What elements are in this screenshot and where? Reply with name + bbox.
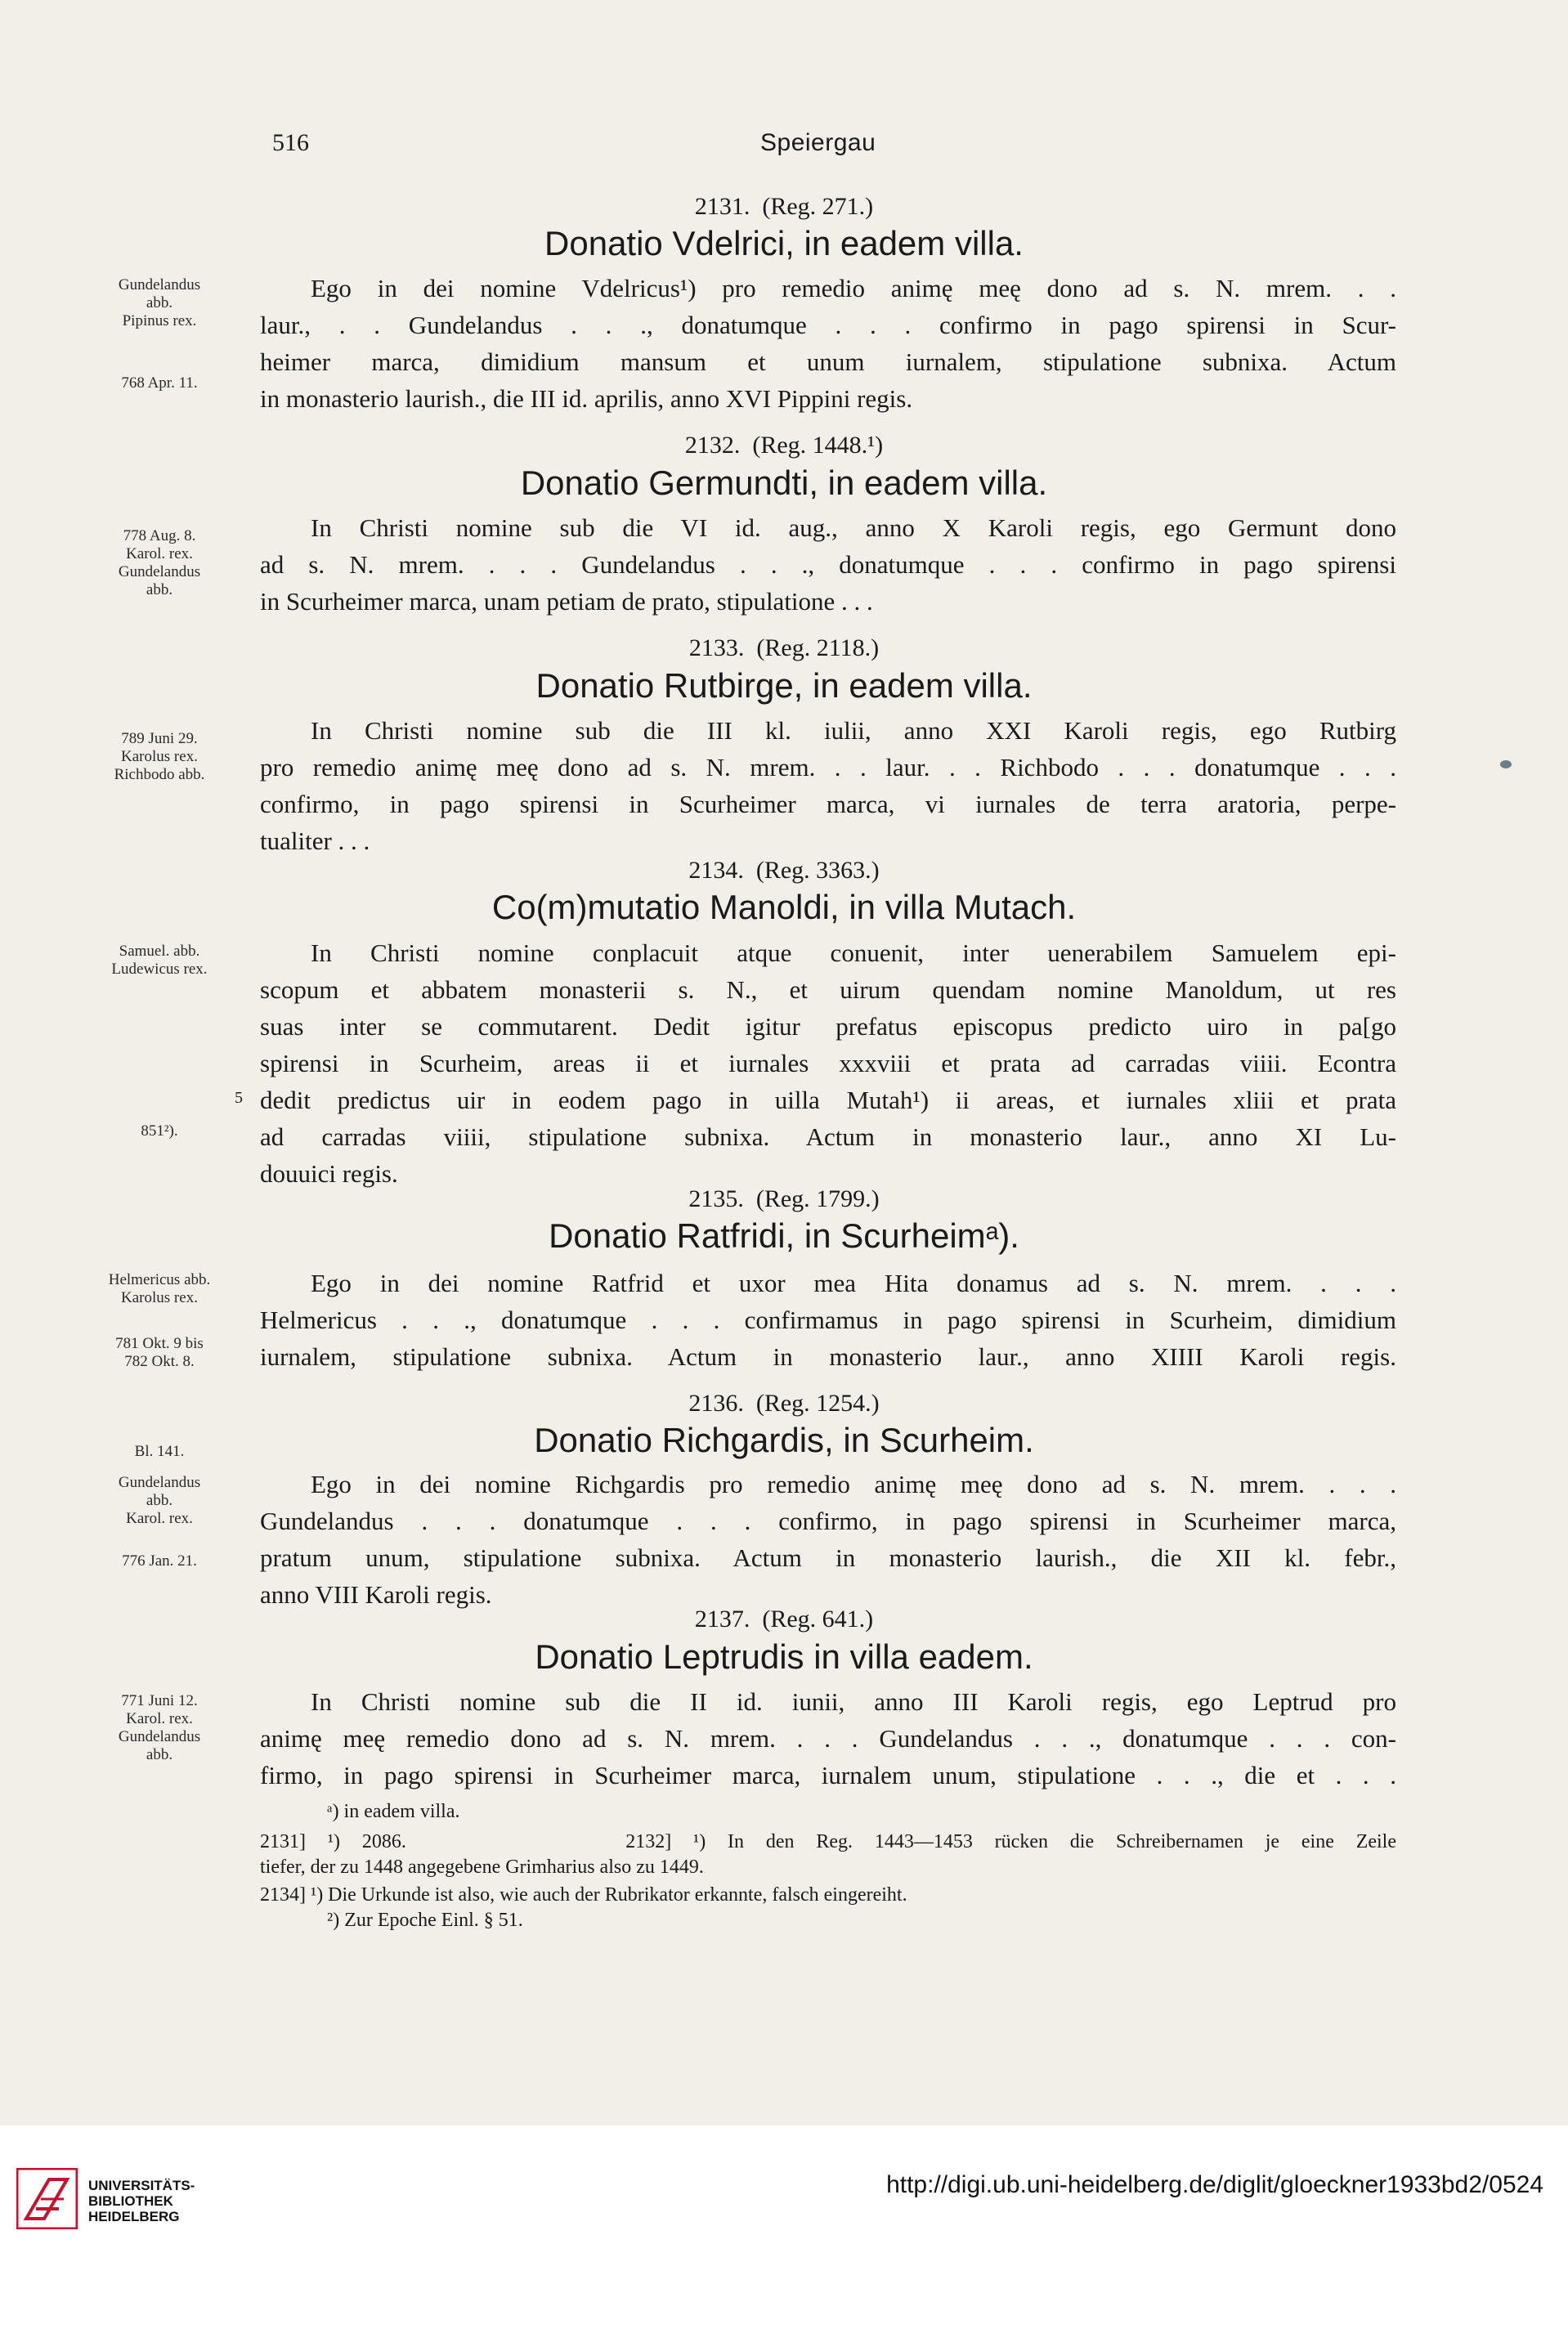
- text-line: Ego in dei nomine Vdelricus¹) pro remedio animę meę dono ad s. N. mrem. . .: [311, 274, 1396, 302]
- margin-note: Gundelandus abb. Pipinus rex. 768 Apr. 11.: [118, 276, 201, 392]
- text-line: ad s. N. mrem. . . . Gundelandus . . ., donatumque . . . confirmo in pago spirensi: [260, 550, 1396, 579]
- margin-note: 778 Aug. 8. Karol. rex. Gundelandus abb.: [118, 527, 201, 598]
- text-line: animę meę remedio dono ad s. N. mrem. . . . Gundelandus . . ., donatumque . . . con-: [260, 1724, 1396, 1753]
- text-line: Gundelandus . . . donatumque . . . confirmo, in pago spirensi in Scurheimer marca,: [260, 1507, 1396, 1535]
- footer-bar: [0, 2125, 1568, 2347]
- text-line: In Christi nomine sub die II id. iunii, anno III Karoli regis, ego Leptrud pro: [311, 1687, 1396, 1716]
- library-name: UNIVERSITÄTS- BIBLIOTHEK HEIDELBERG: [88, 2178, 195, 2224]
- footnote: ᵃ) in eadem villa.: [327, 1801, 460, 1822]
- entry-title: Donatio Richgardis, in Scurheim.: [534, 1421, 1034, 1459]
- entry-title: Donatio Germundti, in eadem villa.: [520, 464, 1048, 502]
- margin-note: 771 Juni 12. Karol. rex. Gundelandus abb.: [118, 1692, 201, 1763]
- text-line: In Christi nomine sub die VI id. aug., anno X Karoli regis, ego Germunt dono: [311, 513, 1396, 542]
- entry-number: 2133. (Reg. 2118.): [688, 634, 880, 661]
- margin-note: Samuel. abb. Ludewicus rex. 851²).: [111, 943, 208, 1140]
- text-line: Ego in dei nomine Ratfrid et uxor mea Hita donamus ad s. N. mrem. . . .: [311, 1269, 1396, 1297]
- entry-number: 2134. (Reg. 3363.): [688, 857, 880, 884]
- text-line: In Christi nomine sub die III kl. iulii, anno XXI Karoli regis, ego Rutbirg: [311, 716, 1396, 745]
- text-line: In Christi nomine conplacuit atque conuenit, inter uenerabilem Samuelem epi-: [311, 938, 1396, 967]
- footnote: 2134] ¹) Die Urkunde ist also, wie auch der Rubrikator erkannte, falsch eingereiht.: [260, 1884, 907, 1906]
- text-line: spirensi in Scurheim, areas ii et iurnales xxxviii et prata ad carradas viiii. Econtra: [260, 1049, 1396, 1077]
- text-line: anno VIII Karoli regis.: [260, 1580, 492, 1609]
- text-line: ad carradas viiii, stipulatione subnixa. Actum in monasterio laur., anno XI Lu-: [260, 1122, 1396, 1151]
- margin-note: Helmericus abb. Karolus rex. 781 Okt. 9 bis 782 Okt. 8.: [108, 1271, 211, 1370]
- running-title: Speiergau: [760, 129, 876, 156]
- text-line: firmo, in pago spirensi in Scurheimer marca, iurnalem unum, stipulatione . . ., die et . . .: [260, 1761, 1396, 1789]
- entry-title: Donatio Vdelrici, in eadem villa.: [544, 224, 1024, 262]
- entry-title: Donatio Leptrudis in villa eadem.: [535, 1637, 1033, 1676]
- text-line: pro remedio animę meę dono ad s. N. mrem. . . laur. . . Richbodo . . . donatumque . . .: [260, 753, 1396, 782]
- scan-speck: [1500, 760, 1512, 768]
- entry-number: 2136. (Reg. 1254.): [688, 1390, 880, 1417]
- entry-number: 2135. (Reg. 1799.): [688, 1185, 880, 1212]
- library-logo-icon: [16, 2168, 78, 2229]
- margin-note: 789 Juni 29. Karolus rex. Richbodo abb.: [114, 730, 205, 783]
- text-line: in Scurheimer marca, unam petiam de prato, stipulatione . . .: [260, 587, 873, 616]
- text-line: laur., . . Gundelandus . . ., donatumque . . . confirmo in pago spirensi in Scur-: [260, 311, 1396, 339]
- entry-number: 2132. (Reg. 1448.¹): [684, 432, 884, 459]
- footnote: ²) Zur Epoche Einl. § 51.: [327, 1910, 523, 1931]
- text-line: tualiter . . .: [260, 826, 370, 855]
- text-line: dedit predictus uir in eodem pago in uilla Mutah¹) ii areas, et iurnales xliii et prata: [260, 1086, 1396, 1114]
- text-line: suas inter se commutarent. Dedit igitur prefatus episcopus predicto uiro in pa[go: [260, 1012, 1396, 1041]
- text-line: Ego in dei nomine Richgardis pro remedio animę meę dono ad s. N. mrem. . . .: [311, 1470, 1396, 1498]
- text-line: Helmericus . . ., donatumque . . . confirmamus in pago spirensi in Scurheim, dimidium: [260, 1306, 1396, 1334]
- entry-title: Donatio Rutbirge, in eadem villa.: [535, 666, 1033, 705]
- entry-number: 2131. (Reg. 271.): [694, 193, 874, 220]
- margin-note: Bl. 141. Gundelandus abb. Karol. rex. 776 Jan. 21.: [118, 1443, 201, 1570]
- text-line: douuici regis.: [260, 1159, 398, 1188]
- page-number: 516: [272, 129, 309, 156]
- text-line: iurnalem, stipulatione subnixa. Actum in monasterio laur., anno XIIII Karoli regis.: [260, 1342, 1396, 1371]
- line-number: 5: [235, 1089, 243, 1107]
- text-line: in monasterio laurish., die III id. aprilis, anno XVI Pippini regis.: [260, 384, 913, 413]
- entry-title: Co(m)mutatio Manoldi, in villa Mutach.: [491, 888, 1077, 926]
- source-url-link[interactable]: http://digi.ub.uni-heidelberg.de/diglit/gloeckner1933bd2/0524: [886, 2171, 1543, 2198]
- entry-title: Donatio Ratfridi, in Scurheimᵃ).: [549, 1216, 1019, 1255]
- text-line: pratum unum, stipulatione subnixa. Actum in monasterio laurish., die XII kl. febr.,: [260, 1543, 1396, 1572]
- footnote: tiefer, der zu 1448 angegebene Grimharius also zu 1449.: [260, 1857, 704, 1878]
- text-line: confirmo, in pago spirensi in Scurheimer marca, vi iurnales de terra aratoria, perpe-: [260, 790, 1396, 818]
- entry-number: 2137. (Reg. 641.): [694, 1606, 874, 1633]
- text-line: scopum et abbatem monasterii s. N., et uirum quendam nomine Manoldum, ut res: [260, 975, 1396, 1004]
- footnote: 2131] ¹) 2086. 2132] ¹) In den Reg. 1443—1453 rücken die Schreibernamen je eine Zeile: [260, 1831, 1396, 1852]
- text-line: heimer marca, dimidium mansum et unum iurnalem, stipulatione subnixa. Actum: [260, 347, 1396, 376]
